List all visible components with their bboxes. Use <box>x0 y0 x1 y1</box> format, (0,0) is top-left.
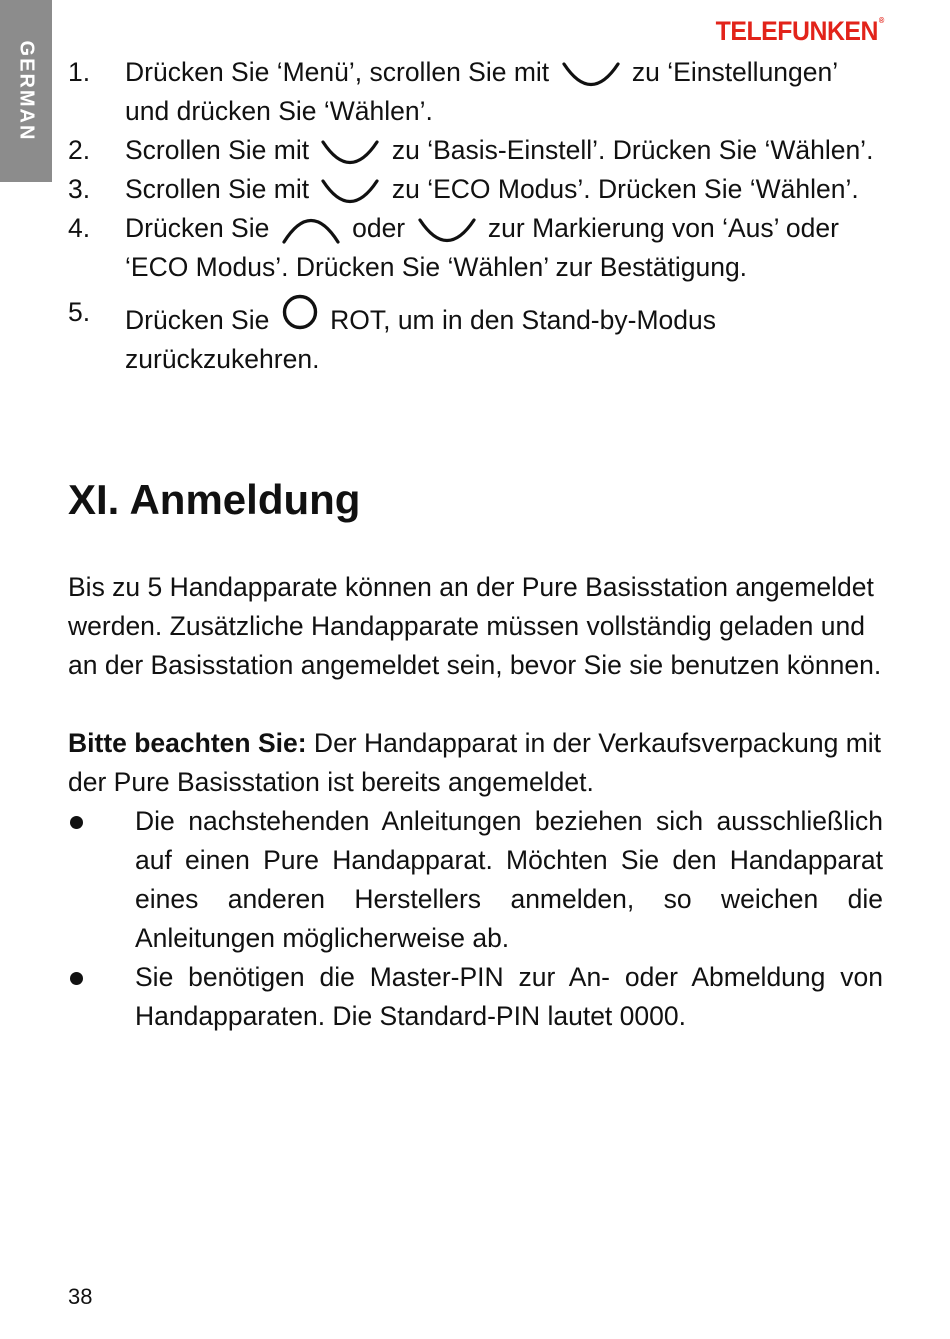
step-text-before: Scrollen Sie mit <box>125 174 310 204</box>
step-number: 1. <box>68 57 91 87</box>
intro-paragraph: Bis zu 5 Handapparate können an der Pure Basisstation angemeldet werden. Zusätzliche Handapparate müssen vollständig geladen und an der Basisstation angemeldet sein, bevor Sie sie benutzen können. <box>68 572 882 680</box>
step-number: 5. <box>68 297 91 327</box>
step-number: 2. <box>68 135 91 165</box>
step-text-middle: oder <box>352 213 406 243</box>
bullet-dot-icon <box>70 816 83 829</box>
bullet-text: Sie benötigen die Master-PIN zur An- oder Abmeldung von Handapparaten. Die Standard-PIN lautet 0000. <box>135 962 883 1031</box>
step-text-after: zu ‘Basis-Einstell’. Drücken Sie ‘Wählen’. <box>391 135 874 165</box>
step-number: 3. <box>68 174 91 204</box>
notes-bullet-list <box>68 802 883 1036</box>
language-side-tab <box>0 0 52 182</box>
telefunken-logo <box>716 16 884 47</box>
step-item-2 <box>68 131 883 170</box>
scroll-down-icon <box>561 59 621 89</box>
scroll-down-icon <box>417 215 477 245</box>
page-content <box>68 53 883 1036</box>
bullet-text: Die nachstehenden Anleitungen beziehen sich ausschließlich auf einen Pure Handapparat. Möchten Sie den Handapparat eines anderen Herstellers anmelden, so weichen die Anleitungen möglicherweise ab. <box>135 806 883 953</box>
language-label: GERMAN <box>15 40 38 142</box>
step-item-5 <box>68 293 883 379</box>
bullet-item-2 <box>68 958 883 1036</box>
step-text-after: zu ‘Einstellungen’ und drücken Sie ‘Wählen’. <box>125 57 838 126</box>
brand-name: TELEFUNKEN <box>715 16 879 46</box>
scroll-down-icon <box>320 176 380 206</box>
step-text-after: zur Markierung von ‘Aus’ oder ‘ECO Modus’. Drücken Sie ‘Wählen’ zur Bestätigung. <box>125 213 839 282</box>
steps-list <box>68 53 883 379</box>
step-text-after: zu ‘ECO Modus’. Drücken Sie ‘Wählen’. <box>391 174 859 204</box>
note-text: Der Handapparat in der Verkaufsverpackung mit der Pure Basisstation ist bereits angemeldet. <box>68 728 882 797</box>
bullet-item-1 <box>68 802 883 958</box>
step-item-1 <box>68 53 883 131</box>
note-paragraph <box>68 724 883 802</box>
step-number: 4. <box>68 213 91 243</box>
step-text-after: ROT, um in den Stand-by-Modus zurückzukehren. <box>125 305 716 374</box>
page-number: 38 <box>68 1284 93 1309</box>
bullet-dot-icon <box>70 972 83 985</box>
step-text-before: Drücken Sie <box>125 305 270 335</box>
step-item-3 <box>68 170 883 209</box>
scroll-up-icon <box>281 215 341 245</box>
step-text-before: Drücken Sie <box>125 213 270 243</box>
note-label: Bitte beachten Sie: <box>68 728 307 758</box>
step-text-before: Scrollen Sie mit <box>125 135 310 165</box>
registered-mark: ® <box>879 16 884 25</box>
step-text-before: Drücken Sie ‘Menü’, scrollen Sie mit <box>125 57 550 87</box>
step-item-4 <box>68 209 883 287</box>
scroll-down-icon <box>320 137 380 167</box>
section-title: XI. Anmeldung <box>68 476 361 523</box>
end-call-circle-icon <box>281 293 319 331</box>
